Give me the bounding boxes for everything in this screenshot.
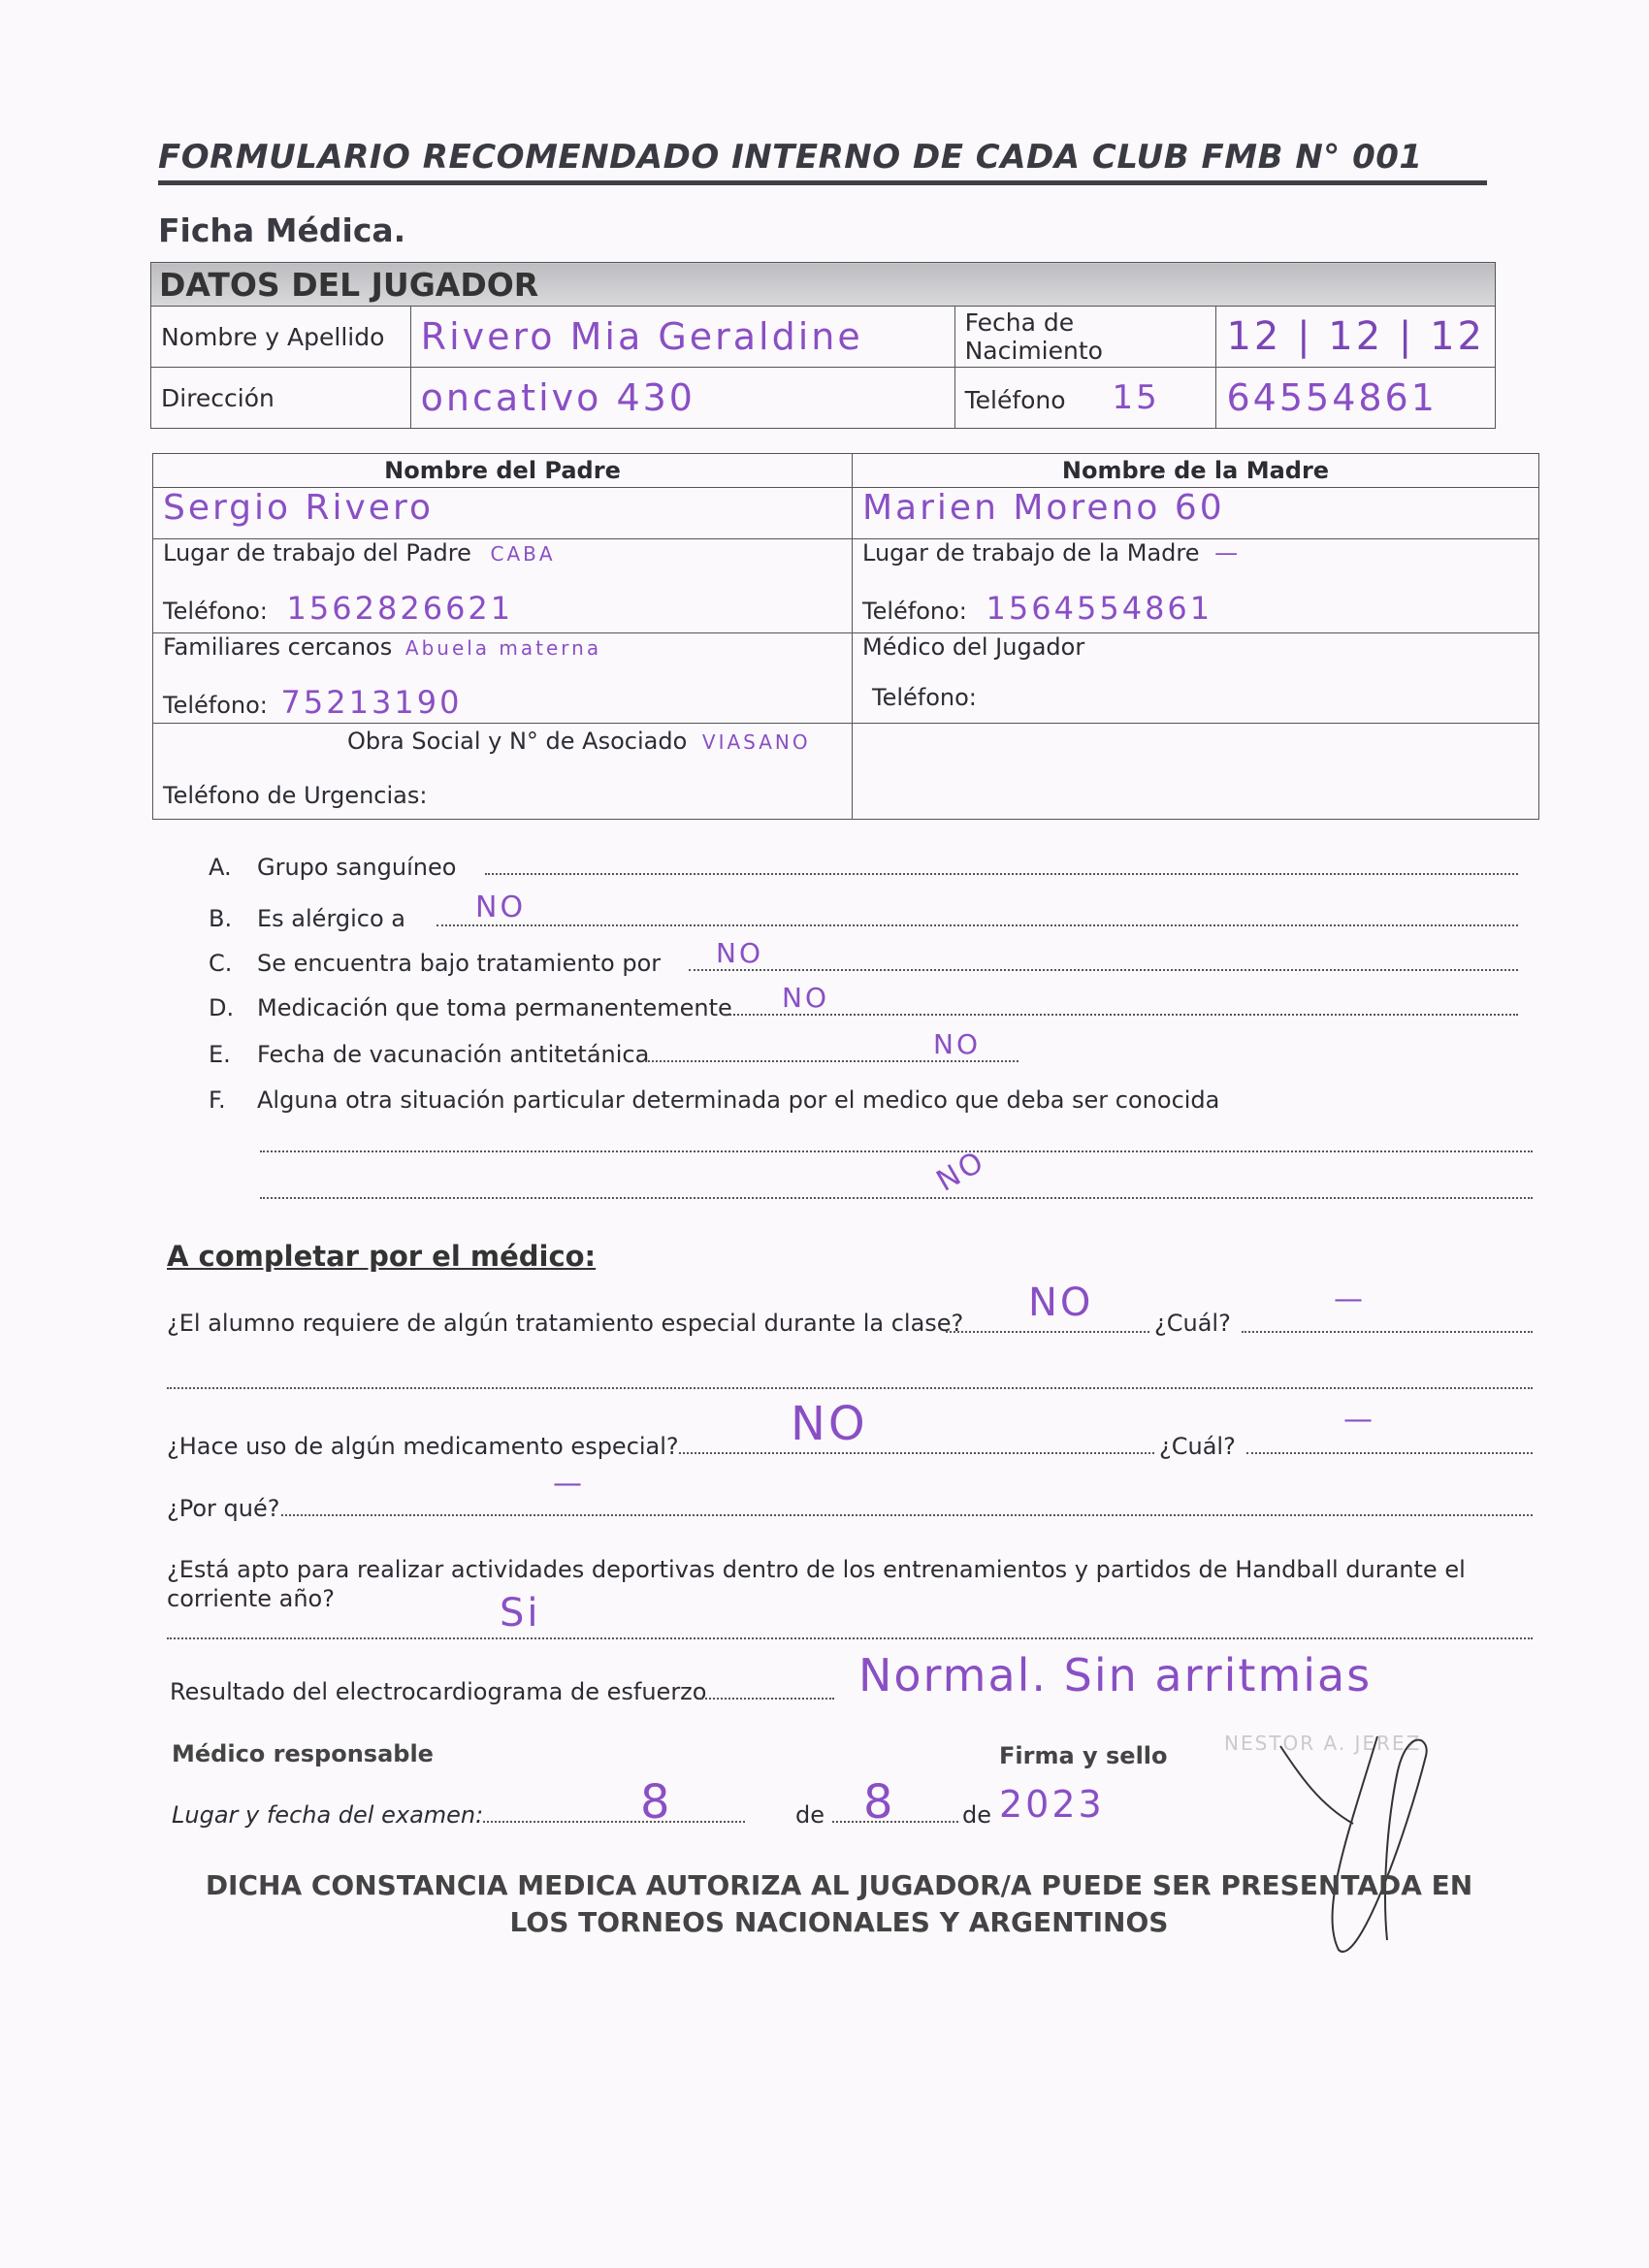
phone-value[interactable]: 64554861 [1226, 376, 1438, 419]
signature-label: Firma y sello [999, 1742, 1168, 1769]
exam-year[interactable]: 2023 [999, 1783, 1105, 1826]
item-b: B. Es alérgico a [209, 905, 405, 932]
dob-label: Fecha de Nacimiento [954, 307, 1216, 368]
exam-day[interactable]: 8 [640, 1775, 673, 1830]
parents-table [152, 453, 1539, 820]
father-work-label: Lugar de trabajo del Padre [163, 539, 471, 567]
address-label: Dirección [151, 368, 411, 429]
relatives-phone-value[interactable]: 75213190 [280, 684, 463, 721]
q1-which-answer[interactable]: — [1334, 1282, 1366, 1316]
q5-answer[interactable]: Normal. Sin arritmias [858, 1649, 1373, 1701]
q2-answer[interactable]: NO [791, 1397, 868, 1451]
phone-prefix[interactable]: 15 [1112, 378, 1160, 417]
place-date-label: Lugar y fecha del examen: [172, 1801, 484, 1829]
exam-month[interactable]: 8 [863, 1775, 896, 1830]
responsible-label: Médico responsable [172, 1740, 434, 1767]
dob-value[interactable]: 12 | 12 | 12 [1226, 314, 1485, 359]
address-value[interactable]: oncativo 430 [420, 376, 695, 419]
q3-answer[interactable]: — [553, 1467, 585, 1501]
q3-text: ¿Por qué? [167, 1495, 280, 1522]
q2-which-label: ¿Cuál? [1159, 1433, 1236, 1460]
name-value[interactable]: Rivero Mia Geraldine [420, 315, 863, 358]
relatives-label: Familiares cercanos [163, 633, 393, 661]
doctor-stamp: NESTOR A. JEREZ [1224, 1732, 1422, 1755]
item-a: A. Grupo sanguíneo [209, 854, 457, 881]
q5-text: Resultado del electrocardiograma de esfuerzo [170, 1678, 707, 1705]
phone-label: Teléfono [964, 386, 1066, 414]
footer-notice [146, 1867, 1533, 1941]
q2-which-answer[interactable]: — [1343, 1403, 1375, 1437]
mother-work-label: Lugar de trabajo de la Madre [862, 539, 1200, 567]
item-f: F. Alguna otra situación particular determinada por el medico que deba ser conocida [209, 1086, 1220, 1114]
father-phone-label: Teléfono: [163, 598, 268, 625]
insurance-label: Obra Social y N° de Asociado [347, 728, 688, 755]
name-label: Nombre y Apellido [151, 307, 411, 368]
mother-name-value[interactable]: Marien Moreno 60 [862, 488, 1225, 528]
doctor-phone-label: Teléfono: [872, 684, 977, 711]
de-2: de [962, 1801, 991, 1829]
q1-which-label: ¿Cuál? [1154, 1310, 1231, 1337]
q1-text: ¿El alumno requiere de algún tratamiento especial durante la clase? [167, 1310, 964, 1337]
father-name-value[interactable]: Sergio Rivero [163, 488, 434, 528]
de-1: de [795, 1801, 824, 1829]
item-d: D. Medicación que toma permanentemente [209, 994, 732, 1021]
q4-answer[interactable]: Si [500, 1591, 541, 1636]
item-c-answer[interactable]: NO [716, 937, 763, 969]
mother-phone-label: Teléfono: [862, 598, 967, 625]
relatives-value[interactable]: Abuela materna [404, 636, 602, 660]
footer-line-2: LOS TORNEOS NACIONALES Y ARGENTINOS [509, 1906, 1169, 1938]
mother-work-value[interactable]: — [1214, 539, 1242, 567]
mother-phone-value[interactable]: 1564554861 [986, 590, 1213, 627]
doctor-section-title: A completar por el médico: [167, 1240, 597, 1273]
item-b-answer[interactable]: NO [475, 891, 527, 924]
item-d-answer[interactable]: NO [782, 982, 829, 1014]
item-c: C. Se encuentra bajo tratamiento por [209, 950, 662, 977]
item-e: E. Fecha de vacunación antitetánica [209, 1041, 650, 1068]
form-title: FORMULARIO RECOMENDADO INTERNO DE CADA CLUB FMB N° 001 [158, 138, 1487, 185]
player-data-table [150, 262, 1496, 429]
mother-header: Nombre de la Madre [853, 454, 1539, 488]
emergency-label: Teléfono de Urgencias: [163, 782, 428, 809]
insurance-value[interactable]: VIASANO [701, 730, 811, 754]
q4-text: ¿Está apto para realizar actividades deportivas dentro de los entrenamientos y partidos de Handball durante el corriente año? [167, 1556, 1466, 1612]
doctor-label: Médico del Jugador [862, 633, 1085, 661]
item-e-answer[interactable]: NO [933, 1028, 981, 1060]
relatives-phone-label: Teléfono: [163, 692, 268, 719]
q1-answer[interactable]: NO [1028, 1280, 1094, 1325]
father-work-value[interactable]: CABA [490, 542, 556, 566]
father-phone-value[interactable]: 1562826621 [286, 590, 514, 627]
item-f-answer[interactable]: NO [930, 1144, 992, 1199]
form-subtitle: Ficha Médica. [158, 211, 406, 249]
footer-line-1: DICHA CONSTANCIA MEDICA AUTORIZA AL JUGADOR/A PUEDE SER PRESENTADA EN [205, 1869, 1473, 1901]
father-header: Nombre del Padre [153, 454, 853, 488]
q2-text: ¿Hace uso de algún medicamento especial? [167, 1433, 679, 1460]
player-section-title: DATOS DEL JUGADOR [151, 263, 1496, 307]
